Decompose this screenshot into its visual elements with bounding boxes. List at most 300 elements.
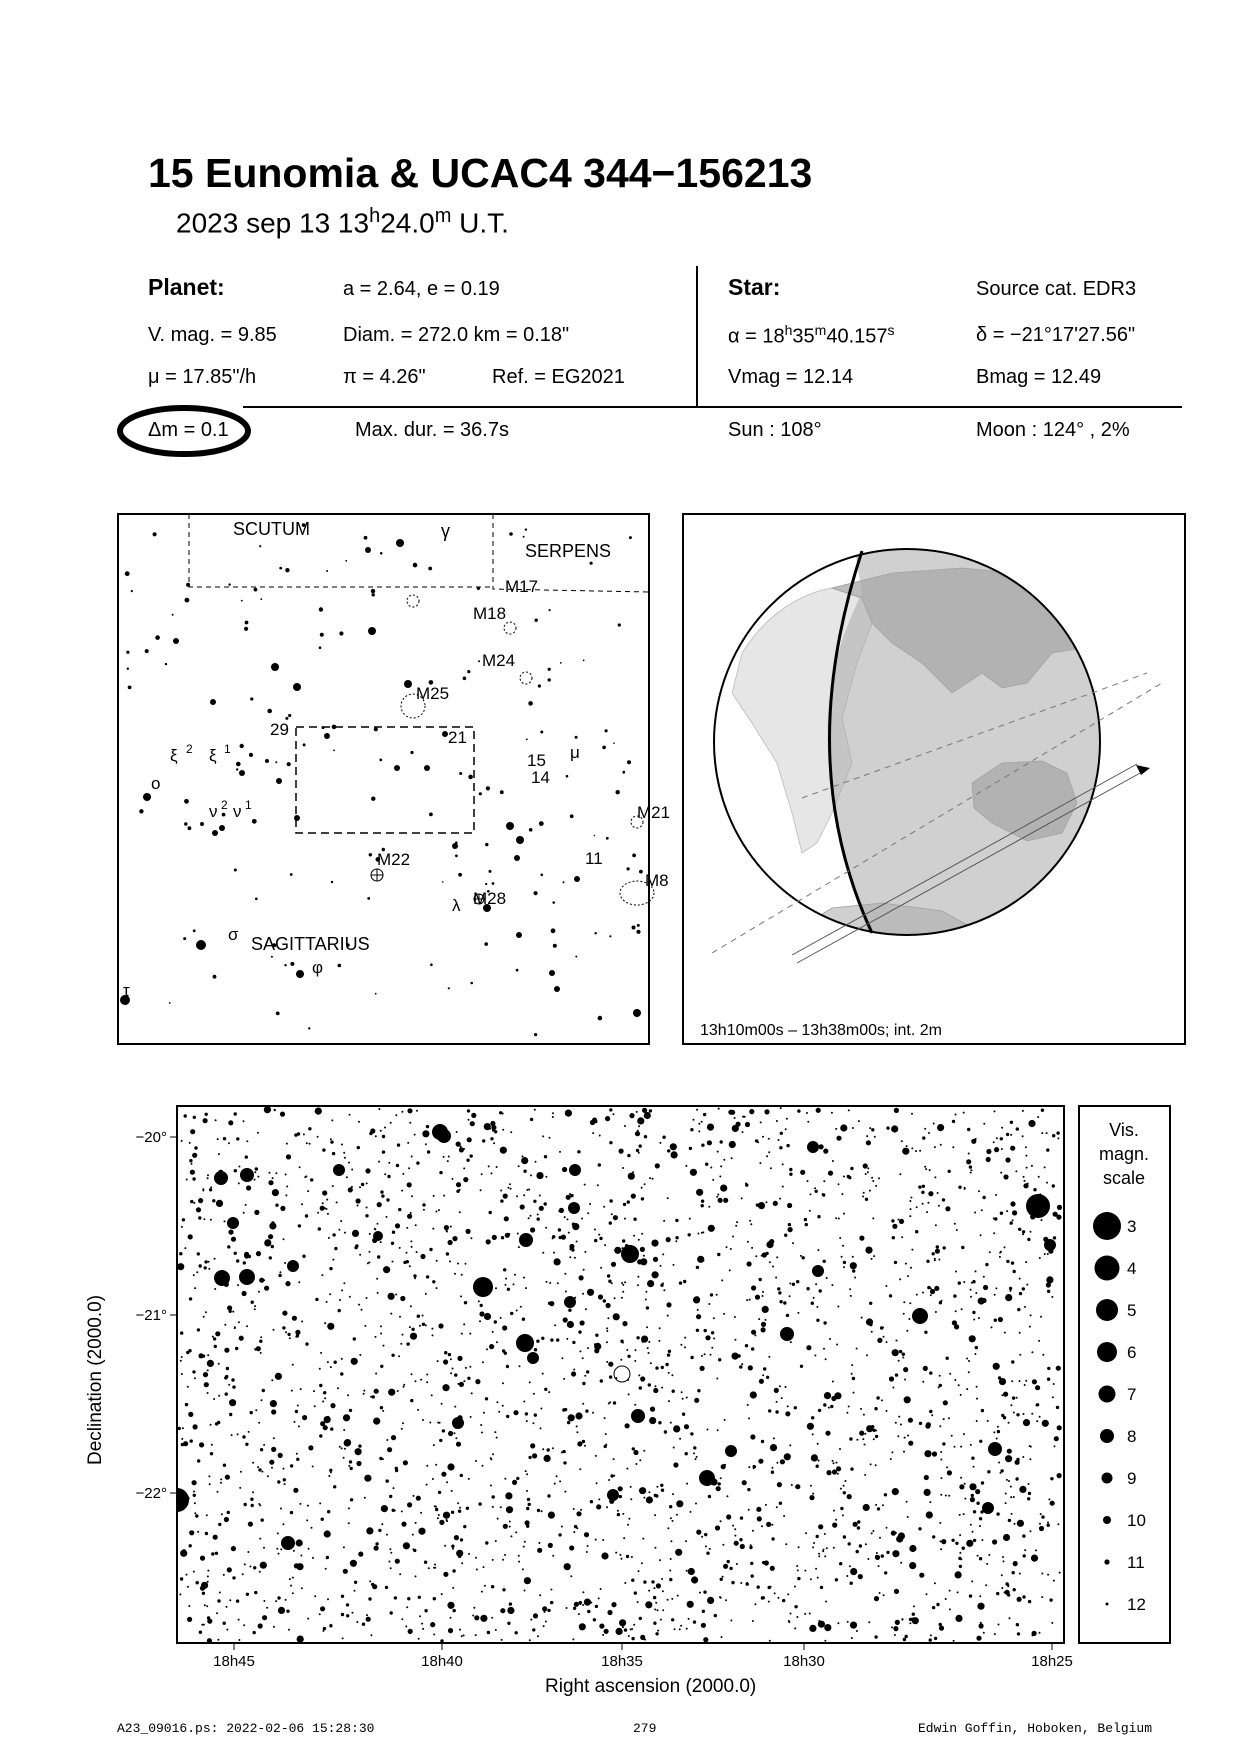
chart-star bbox=[641, 1233, 643, 1235]
chart-star bbox=[858, 1574, 863, 1579]
chart-star bbox=[587, 1289, 594, 1296]
chart-star bbox=[620, 1359, 622, 1361]
chart-star bbox=[963, 1112, 965, 1114]
chart-star bbox=[580, 1509, 582, 1511]
chart-star bbox=[732, 1236, 734, 1238]
chart-star bbox=[665, 1363, 668, 1366]
chart-star bbox=[797, 1312, 799, 1314]
chart-star bbox=[736, 1563, 738, 1565]
chart-star bbox=[754, 1466, 756, 1468]
finder-star bbox=[428, 567, 432, 571]
chart-star bbox=[1030, 1314, 1032, 1316]
chart-star bbox=[534, 1413, 537, 1416]
chart-star bbox=[958, 1384, 960, 1386]
max-duration: Max. dur. = 36.7s bbox=[355, 419, 509, 441]
chart-star bbox=[707, 1140, 712, 1145]
chart-star bbox=[411, 1328, 414, 1331]
page-title: 15 Eunomia & UCAC4 344−156213 bbox=[148, 150, 813, 196]
chart-star bbox=[446, 1252, 449, 1255]
chart-star bbox=[832, 1160, 834, 1162]
chart-star bbox=[1003, 1560, 1005, 1562]
chart-star bbox=[308, 1127, 311, 1130]
chart-star bbox=[537, 1217, 540, 1220]
chart-star bbox=[380, 1241, 382, 1243]
legend-magnitude-label: 6 bbox=[1127, 1343, 1137, 1362]
chart-star bbox=[377, 1223, 379, 1225]
chart-star bbox=[218, 1363, 220, 1365]
chart-star bbox=[250, 1498, 253, 1501]
finder-star bbox=[455, 841, 458, 844]
chart-star bbox=[940, 1540, 942, 1542]
chart-star bbox=[750, 1434, 755, 1439]
chart-star bbox=[670, 1143, 677, 1150]
chart-star bbox=[525, 1287, 527, 1289]
chart-star bbox=[544, 1155, 547, 1158]
chart-star bbox=[463, 1177, 468, 1182]
chart-star bbox=[319, 1368, 321, 1370]
chart-star bbox=[713, 1338, 715, 1340]
chart-star bbox=[507, 1187, 509, 1189]
chart-star bbox=[242, 1435, 245, 1438]
chart-star bbox=[326, 1199, 328, 1201]
finder-star bbox=[320, 633, 324, 637]
chart-star bbox=[627, 1200, 630, 1203]
chart-star bbox=[431, 1394, 433, 1396]
chart-star bbox=[422, 1203, 425, 1206]
chart-star bbox=[217, 1491, 219, 1493]
chart-star bbox=[959, 1534, 961, 1536]
chart-star bbox=[529, 1381, 531, 1383]
chart-star bbox=[582, 1403, 584, 1405]
chart-star bbox=[908, 1318, 910, 1320]
chart-star bbox=[975, 1346, 978, 1349]
chart-star bbox=[348, 1522, 350, 1524]
chart-star bbox=[1038, 1176, 1040, 1178]
chart-star bbox=[750, 1391, 757, 1398]
chart-star bbox=[986, 1563, 988, 1565]
chart-star bbox=[794, 1605, 797, 1608]
chart-star bbox=[869, 1302, 872, 1305]
chart-star bbox=[615, 1552, 617, 1554]
finder-label-messier: M22 bbox=[377, 850, 411, 869]
chart-star bbox=[904, 1396, 911, 1403]
chart-star bbox=[210, 1219, 212, 1221]
chart-star bbox=[542, 1373, 544, 1375]
chart-star bbox=[545, 1176, 547, 1178]
chart-star bbox=[455, 1427, 457, 1429]
chart-star bbox=[286, 1143, 288, 1145]
chart-star bbox=[207, 1616, 210, 1619]
chart-star bbox=[807, 1121, 809, 1123]
chart-star bbox=[197, 1252, 200, 1255]
chart-star bbox=[643, 1450, 645, 1452]
chart-star bbox=[584, 1184, 586, 1186]
chart-star bbox=[424, 1561, 427, 1564]
chart-star bbox=[466, 1507, 469, 1510]
chart-star bbox=[639, 1144, 642, 1147]
chart-star bbox=[667, 1315, 669, 1317]
chart-star bbox=[941, 1539, 946, 1544]
chart-star bbox=[835, 1217, 837, 1219]
chart-star bbox=[182, 1427, 184, 1429]
chart-star bbox=[519, 1365, 521, 1367]
finder-star bbox=[429, 813, 433, 817]
finder-star bbox=[369, 853, 372, 856]
chart-star bbox=[248, 1522, 253, 1527]
chart-star bbox=[408, 1167, 410, 1169]
chart-star bbox=[362, 1623, 365, 1626]
finder-star bbox=[590, 562, 593, 565]
chart-star bbox=[673, 1264, 675, 1266]
chart-star bbox=[410, 1399, 413, 1402]
finder-label-star: 29 bbox=[270, 720, 289, 739]
chart-star bbox=[641, 1187, 643, 1189]
chart-star bbox=[833, 1547, 835, 1549]
chart-star bbox=[949, 1373, 951, 1375]
chart-star bbox=[432, 1478, 434, 1480]
chart-star bbox=[397, 1143, 400, 1146]
finder-star bbox=[563, 881, 565, 883]
chart-star bbox=[438, 1491, 441, 1494]
chart-star bbox=[1013, 1496, 1015, 1498]
chart-star bbox=[370, 1634, 372, 1636]
chart-star bbox=[339, 1446, 341, 1448]
chart-star bbox=[653, 1257, 658, 1262]
chart-star bbox=[945, 1598, 947, 1600]
chart-star bbox=[1046, 1132, 1048, 1134]
chart-star bbox=[389, 1495, 392, 1498]
chart-star bbox=[401, 1522, 406, 1527]
chart-star bbox=[968, 1153, 970, 1155]
chart-star bbox=[365, 1168, 370, 1173]
chart-star bbox=[450, 1617, 452, 1619]
chart-star bbox=[354, 1581, 357, 1584]
chart-star bbox=[544, 1202, 547, 1205]
chart-star bbox=[940, 1459, 942, 1461]
chart-star bbox=[710, 1478, 717, 1485]
chart-star bbox=[458, 1510, 461, 1513]
chart-star bbox=[878, 1565, 880, 1567]
chart-star bbox=[654, 1547, 656, 1549]
chart-star bbox=[350, 1467, 353, 1470]
chart-star bbox=[552, 1237, 554, 1239]
finder-star bbox=[249, 753, 253, 757]
finder-star bbox=[371, 589, 375, 593]
chart-star bbox=[1001, 1574, 1003, 1576]
chart-star bbox=[392, 1261, 394, 1263]
chart-star bbox=[1009, 1617, 1011, 1619]
chart-star bbox=[641, 1562, 643, 1564]
chart-star bbox=[463, 1148, 465, 1150]
chart-star bbox=[787, 1203, 792, 1208]
chart-star bbox=[201, 1582, 208, 1589]
finder-star bbox=[479, 792, 482, 795]
chart-star bbox=[237, 1433, 239, 1435]
chart-star bbox=[504, 1554, 506, 1556]
chart-star bbox=[926, 1593, 928, 1595]
finder-star bbox=[139, 809, 143, 813]
chart-star bbox=[935, 1311, 937, 1313]
chart-star bbox=[787, 1405, 789, 1407]
chart-star bbox=[390, 1567, 392, 1569]
chart-star bbox=[443, 1156, 445, 1158]
chart-star bbox=[999, 1252, 1001, 1254]
chart-star bbox=[434, 1564, 436, 1566]
chart-star bbox=[548, 1512, 555, 1519]
chart-star bbox=[1057, 1523, 1059, 1525]
chart-star bbox=[716, 1294, 718, 1296]
chart-star bbox=[549, 1301, 554, 1306]
chart-star bbox=[467, 1109, 470, 1112]
chart-star bbox=[1024, 1384, 1026, 1386]
chart-star bbox=[1042, 1420, 1049, 1427]
chart-star bbox=[330, 1138, 332, 1140]
chart-star bbox=[1007, 1449, 1012, 1454]
chart-star bbox=[940, 1548, 942, 1550]
chart-star bbox=[782, 1163, 784, 1165]
chart-star bbox=[234, 1112, 237, 1115]
chart-star bbox=[700, 1366, 705, 1371]
chart-star bbox=[432, 1334, 434, 1336]
chart-star bbox=[595, 1539, 597, 1541]
chart-star bbox=[556, 1338, 559, 1341]
chart-star bbox=[422, 1323, 425, 1326]
chart-star bbox=[848, 1109, 850, 1111]
chart-star bbox=[1013, 1202, 1015, 1204]
chart-star bbox=[1024, 1306, 1026, 1308]
chart-star bbox=[251, 1278, 253, 1280]
chart-star bbox=[804, 1218, 807, 1221]
chart-star bbox=[338, 1229, 340, 1231]
chart-star bbox=[605, 1116, 610, 1121]
chart-star bbox=[598, 1294, 603, 1299]
chart-star bbox=[1003, 1174, 1008, 1179]
chart-star bbox=[1032, 1631, 1037, 1636]
chart-star bbox=[734, 1541, 739, 1546]
chart-star bbox=[289, 1337, 291, 1339]
chart-star bbox=[701, 1144, 704, 1147]
chart-star bbox=[424, 1609, 427, 1612]
chart-star bbox=[579, 1350, 581, 1352]
chart-star bbox=[960, 1446, 962, 1448]
chart-star bbox=[455, 1437, 457, 1439]
chart-star bbox=[561, 1357, 563, 1359]
chart-star bbox=[934, 1637, 937, 1640]
chart-star bbox=[271, 1245, 274, 1248]
chart-star bbox=[570, 1575, 572, 1577]
chart-star bbox=[492, 1495, 495, 1498]
chart-star bbox=[330, 1427, 333, 1430]
chart-star bbox=[523, 1194, 525, 1196]
chart-star bbox=[407, 1597, 410, 1600]
chart-star bbox=[977, 1555, 979, 1557]
chart-star bbox=[352, 1612, 354, 1614]
chart-star bbox=[242, 1573, 244, 1575]
chart-star bbox=[684, 1424, 689, 1429]
finder-star bbox=[143, 793, 151, 801]
chart-star bbox=[364, 1325, 366, 1327]
chart-star bbox=[784, 1453, 791, 1460]
chart-star bbox=[696, 1530, 701, 1535]
chart-star bbox=[259, 1571, 261, 1573]
chart-star bbox=[843, 1485, 845, 1487]
chart-star bbox=[896, 1340, 898, 1342]
chart-star bbox=[690, 1128, 693, 1131]
chart-star bbox=[840, 1124, 847, 1131]
chart-star bbox=[814, 1355, 816, 1357]
chart-star bbox=[639, 1487, 646, 1494]
chart-star bbox=[979, 1440, 982, 1443]
chart-star bbox=[809, 1495, 814, 1500]
chart-star bbox=[693, 1296, 700, 1303]
chart-star bbox=[891, 1125, 898, 1132]
chart-star bbox=[369, 1233, 371, 1235]
chart-star bbox=[378, 1529, 381, 1532]
chart-star bbox=[686, 1570, 688, 1572]
chart-star bbox=[207, 1581, 209, 1583]
chart-star bbox=[653, 1596, 656, 1599]
chart-star bbox=[663, 1289, 665, 1291]
chart-star bbox=[600, 1267, 602, 1269]
chart-star bbox=[812, 1433, 814, 1435]
star-source-catalog: Source cat. EDR3 bbox=[976, 278, 1137, 300]
chart-star bbox=[940, 1494, 942, 1496]
chart-star bbox=[627, 1154, 630, 1157]
chart-star bbox=[330, 1471, 332, 1473]
chart-star bbox=[966, 1358, 968, 1360]
finder-star bbox=[338, 964, 342, 968]
chart-star bbox=[510, 1535, 512, 1537]
chart-star bbox=[1010, 1486, 1012, 1488]
chart-star bbox=[824, 1624, 831, 1631]
chart-star bbox=[1031, 1413, 1033, 1415]
chart-star bbox=[400, 1296, 405, 1301]
chart-star bbox=[768, 1586, 771, 1589]
chart-star bbox=[701, 1200, 704, 1203]
chart-star bbox=[899, 1173, 901, 1175]
chart-star bbox=[607, 1317, 609, 1319]
chart-star bbox=[282, 1311, 287, 1316]
chart-star bbox=[258, 1623, 263, 1628]
chart-star bbox=[600, 1379, 603, 1382]
chart-star bbox=[598, 1163, 601, 1166]
chart-star bbox=[899, 1219, 904, 1224]
chart-star bbox=[755, 1255, 757, 1257]
chart-star bbox=[231, 1434, 233, 1436]
chart-star bbox=[638, 1125, 640, 1127]
chart-star bbox=[470, 1154, 473, 1157]
chart-star bbox=[224, 1376, 227, 1379]
chart-star bbox=[997, 1426, 999, 1428]
chart-star bbox=[569, 1244, 574, 1249]
chart-star bbox=[774, 1388, 779, 1393]
chart-star bbox=[573, 1508, 575, 1510]
chart-star bbox=[192, 1153, 197, 1158]
chart-star bbox=[759, 1278, 762, 1281]
chart-star bbox=[901, 1140, 903, 1142]
chart-star bbox=[419, 1325, 421, 1327]
chart-star bbox=[414, 1134, 416, 1136]
finder-star bbox=[128, 686, 132, 690]
chart-star bbox=[584, 1375, 586, 1377]
chart-star bbox=[703, 1590, 706, 1593]
chart-star bbox=[722, 1544, 724, 1546]
chart-star bbox=[701, 1204, 704, 1207]
chart-star bbox=[902, 1148, 909, 1155]
chart-star bbox=[889, 1376, 894, 1381]
finder-star bbox=[566, 775, 569, 778]
chart-star bbox=[219, 1273, 221, 1275]
chart-star bbox=[609, 1499, 614, 1504]
chart-star bbox=[892, 1550, 899, 1557]
chart-star bbox=[866, 1318, 873, 1325]
chart-star bbox=[544, 1455, 551, 1462]
chart-star bbox=[452, 1587, 454, 1589]
finder-star bbox=[470, 982, 473, 985]
chart-star bbox=[617, 1510, 619, 1512]
chart-star bbox=[785, 1543, 787, 1545]
chart-star bbox=[924, 1128, 926, 1130]
chart-star bbox=[238, 1619, 240, 1621]
chart-star bbox=[850, 1295, 852, 1297]
chart-star bbox=[349, 1460, 352, 1463]
chart-star bbox=[962, 1547, 965, 1550]
chart-star bbox=[732, 1125, 739, 1132]
chart-star bbox=[969, 1165, 972, 1168]
chart-star bbox=[667, 1527, 669, 1529]
chart-star bbox=[968, 1360, 970, 1362]
chart-star bbox=[403, 1542, 410, 1549]
chart-star bbox=[263, 1547, 265, 1549]
chart-star bbox=[398, 1355, 400, 1357]
chart-star bbox=[523, 1546, 525, 1548]
chart-star bbox=[202, 1592, 205, 1595]
chart-star bbox=[768, 1409, 771, 1412]
legend-magnitude-label: 8 bbox=[1127, 1427, 1137, 1446]
chart-star bbox=[1053, 1383, 1055, 1385]
chart-star bbox=[755, 1139, 758, 1142]
finder-star bbox=[548, 668, 551, 671]
chart-star bbox=[344, 1448, 346, 1450]
chart-star bbox=[1004, 1332, 1006, 1334]
chart-star bbox=[286, 1154, 291, 1159]
chart-star bbox=[776, 1506, 778, 1508]
chart-star bbox=[332, 1152, 335, 1155]
chart-star bbox=[388, 1293, 395, 1300]
chart-star bbox=[690, 1169, 697, 1176]
chart-star bbox=[420, 1254, 425, 1259]
chart-star bbox=[839, 1237, 841, 1239]
chart-star bbox=[903, 1451, 905, 1453]
chart-star bbox=[569, 1545, 574, 1550]
chart-star bbox=[745, 1344, 748, 1347]
chart-star bbox=[263, 1600, 265, 1602]
finder-star bbox=[548, 678, 551, 681]
chart-star bbox=[666, 1237, 671, 1242]
chart-star bbox=[208, 1475, 210, 1477]
finder-label-star: μ bbox=[570, 743, 580, 762]
chart-star bbox=[412, 1534, 414, 1536]
chart-star bbox=[422, 1419, 424, 1421]
chart-star bbox=[701, 1232, 703, 1234]
chart-star bbox=[742, 1131, 744, 1133]
chart-star bbox=[891, 1531, 896, 1536]
chart-star bbox=[308, 1548, 310, 1550]
moon-elongation: Moon : 124° , 2% bbox=[976, 419, 1130, 441]
chart-star bbox=[190, 1439, 193, 1442]
finder-star bbox=[549, 970, 555, 976]
finder-star bbox=[394, 765, 400, 771]
